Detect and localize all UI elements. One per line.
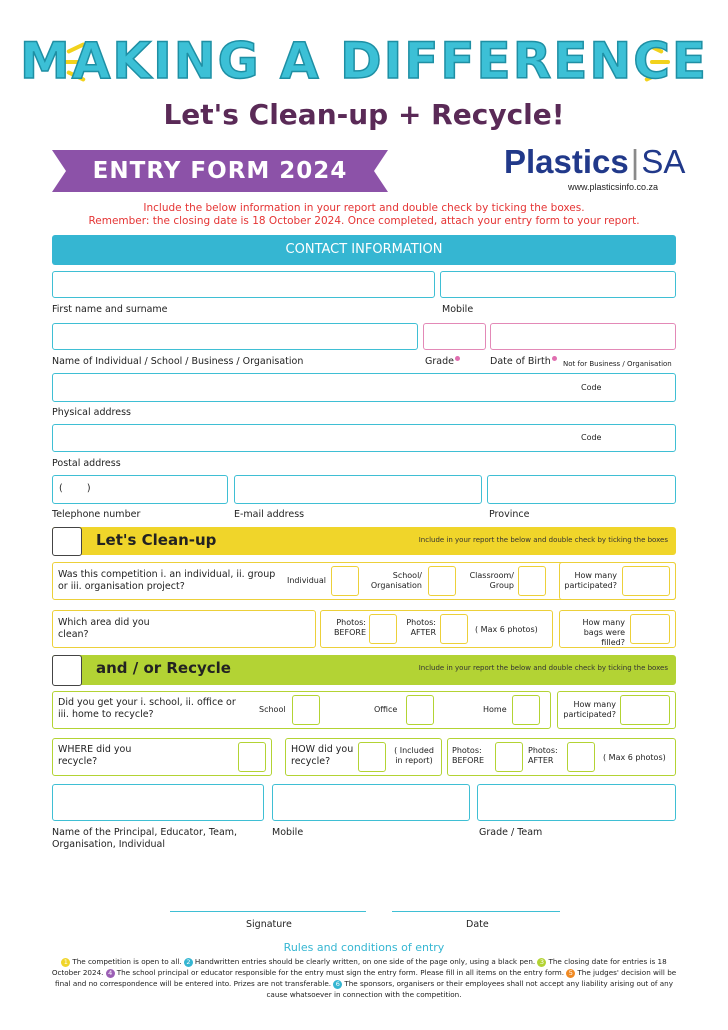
recycle-home-checkbox[interactable] — [512, 695, 540, 725]
footer-mobile-label: Mobile — [272, 827, 304, 838]
recycle-question-1: Did you get your i. school, ii. office or iii. home to recycle? — [58, 697, 236, 720]
rules-title: Rules and conditions of entry — [283, 941, 445, 954]
grade-label-wrap — [425, 356, 460, 368]
footer-mobile-field[interactable] — [272, 784, 470, 821]
page-title: MAKING A DIFFERENCE — [19, 32, 709, 90]
telephone-label: Telephone number — [52, 509, 141, 520]
school-org-label: School/ Organisation — [370, 571, 422, 590]
cleanup-title: Let's Clean-up — [96, 531, 217, 549]
bags-field[interactable] — [630, 614, 670, 644]
individual-label: Individual — [287, 576, 326, 585]
rule-number-icon: 4 — [106, 969, 115, 978]
grade-field[interactable] — [423, 323, 486, 350]
email-field[interactable] — [234, 475, 482, 504]
which-area-label: Which area did you clean? — [58, 617, 150, 640]
office-label: Office — [374, 705, 398, 714]
grade-team-label: Grade / Team — [479, 827, 543, 838]
signature-label: Signature — [246, 919, 292, 930]
classroom-group-checkbox[interactable] — [518, 566, 546, 596]
rule-text: The sponsors, organisers or their employees shall not accept any liability arising out of any cause whatsoever in connection with the competition. — [266, 979, 673, 999]
organisation-name-field[interactable] — [52, 323, 418, 350]
cleanup-photos-before-label: Photos: BEFORE — [333, 618, 366, 637]
province-field[interactable] — [487, 475, 676, 504]
cleanup-photos-after-label: Photos: AFTER — [406, 618, 436, 637]
province-label: Province — [489, 509, 530, 520]
rule-number-icon: 1 — [61, 958, 70, 967]
signature-line[interactable] — [170, 911, 366, 912]
logo-separator: | — [630, 143, 640, 180]
phone-prefix: ( ) — [59, 483, 91, 494]
logo-main: Plastics — [504, 143, 629, 180]
dob-label-wrap — [490, 356, 557, 368]
instruction-line-1: Include the below information in your report and double check by ticking the boxes. — [143, 202, 585, 214]
dob-label: Date of Birth — [490, 356, 551, 367]
dob-note: Not for Business / Organisation — [563, 360, 672, 368]
website-url: www.plasticsinfo.co.za — [568, 182, 659, 192]
telephone-field[interactable] — [52, 475, 228, 504]
recycle-hint: Include in your report the below and double check by ticking the boxes — [418, 664, 668, 672]
rule-text: The school principal or educator responsible for the entry must sign the entry form. Please fill in all items on the entry form. — [116, 968, 567, 977]
cleanup-hint: Include in your report the below and double check by ticking the boxes — [418, 536, 668, 544]
included-in-report: ( Included in report) — [394, 746, 434, 765]
first-name-field[interactable] — [52, 271, 435, 298]
cleanup-photos-before-checkbox[interactable] — [369, 614, 397, 644]
rule-number-icon: 2 — [184, 958, 193, 967]
recycle-photos-after-checkbox[interactable] — [567, 742, 595, 772]
where-recycle-label: WHERE did you recycle? — [58, 744, 132, 767]
where-recycle-checkbox[interactable] — [238, 742, 266, 772]
principal-name-label: Name of the Principal, Educator, Team, Organisation, Individual — [52, 827, 238, 850]
classroom-group-label: Classroom/ Group — [469, 571, 514, 590]
rules-text — [50, 956, 678, 1000]
principal-name-field[interactable] — [52, 784, 264, 821]
contact-section-header: CONTACT INFORMATION — [52, 235, 676, 265]
individual-checkbox[interactable] — [331, 566, 359, 596]
pink-dot-icon — [455, 356, 460, 361]
school-org-checkbox[interactable] — [428, 566, 456, 596]
rule-text: The competition is open to all. — [72, 957, 184, 966]
email-label: E-mail address — [234, 509, 305, 520]
cleanup-photos-after-checkbox[interactable] — [440, 614, 468, 644]
recycle-office-checkbox[interactable] — [406, 695, 434, 725]
recycle-participants-field[interactable] — [620, 695, 670, 725]
date-line[interactable] — [392, 911, 560, 912]
rule-text: Handwritten entries should be clearly written, on one side of the page only, using a black pen. — [194, 957, 538, 966]
rule-number-icon: 3 — [537, 958, 546, 967]
postal-address-label: Postal address — [52, 458, 121, 469]
school-label: School — [259, 705, 286, 714]
entry-form-ribbon — [52, 150, 388, 192]
organisation-name-label: Name of Individual / School / Business / Organisation — [52, 356, 304, 367]
postal-code-label: Code — [581, 433, 602, 442]
mobile-field[interactable] — [440, 271, 676, 298]
first-name-label: First name and surname — [52, 304, 168, 315]
recycle-title: and / or Recycle — [96, 659, 231, 677]
how-recycle-label: HOW did you recycle? — [291, 744, 354, 767]
instruction-line-2: Remember: the closing date is 18 October 2024. Once completed, attach your entry form to your report. — [88, 215, 640, 227]
rule-number-icon: 5 — [566, 969, 575, 978]
date-of-birth-field[interactable] — [490, 323, 676, 350]
logo-sa: SA — [641, 143, 686, 180]
cleanup-question-1: Was this competition i. an individual, ii. group or iii. organisation project? — [58, 569, 276, 592]
physical-code-label: Code — [581, 383, 602, 392]
recycle-checkbox[interactable] — [52, 655, 82, 686]
how-recycle-checkbox[interactable] — [358, 742, 386, 772]
recycle-photos-before-checkbox[interactable] — [495, 742, 523, 772]
page-subtitle: Let's Clean-up + Recycle! — [163, 98, 565, 131]
physical-address-label: Physical address — [52, 407, 131, 418]
pink-dot-icon — [552, 356, 557, 361]
plastics-sa-logo — [504, 143, 685, 181]
bags-label: How many bags were filled? — [582, 618, 625, 647]
cleanup-section-bar — [52, 527, 676, 555]
date-label: Date — [466, 919, 489, 930]
cleanup-max-photos: ( Max 6 photos) — [475, 625, 538, 634]
rule-text: The judges' decision will be final and no correspondence will be entered into. Prizes are not transferable. — [55, 968, 677, 988]
mobile-label: Mobile — [442, 304, 474, 315]
grade-team-field[interactable] — [477, 784, 676, 821]
recycle-photos-before-label: Photos: BEFORE — [452, 746, 485, 765]
cleanup-participants-field[interactable] — [622, 566, 670, 596]
recycle-photos-after-label: Photos: AFTER — [528, 746, 558, 765]
recycle-max-photos: ( Max 6 photos) — [603, 753, 666, 762]
recycle-participants-label: How many participated? — [563, 700, 616, 719]
cleanup-checkbox[interactable] — [52, 527, 82, 556]
recycle-school-checkbox[interactable] — [292, 695, 320, 725]
rule-text: The closing date for entries is 18 October 2024. — [51, 957, 667, 977]
cleanup-participants-label: How many participated? — [564, 571, 617, 590]
ribbon-label: ENTRY FORM 2024 — [92, 158, 348, 184]
home-label: Home — [483, 705, 507, 714]
grade-label: Grade — [425, 356, 454, 367]
rule-number-icon: 6 — [333, 980, 342, 989]
recycle-section-bar — [52, 655, 676, 685]
